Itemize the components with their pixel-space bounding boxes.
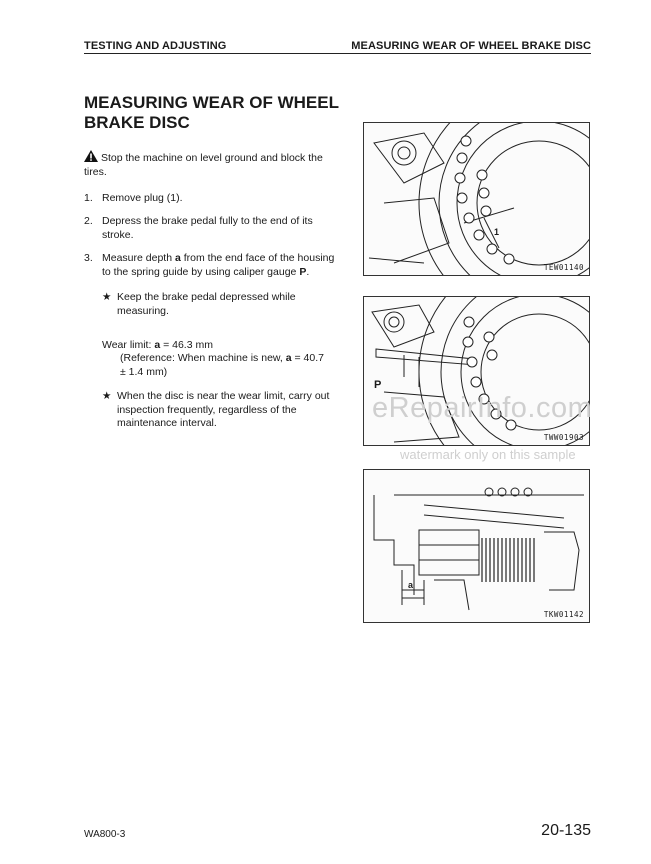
note-inspection xyxy=(102,390,342,431)
figure-brake-plug xyxy=(363,122,590,276)
watermark-subtext: watermark only on this sample xyxy=(400,447,576,462)
figure-drawing xyxy=(364,123,589,275)
wear-reference: (Reference: When machine is new, a = 40.7 ± 1.4 mm) xyxy=(120,352,324,378)
page-title: MEASURING WEAR OF WHEEL BRAKE DISC xyxy=(84,93,339,132)
figure-label: P xyxy=(374,379,382,391)
step-number: 1. xyxy=(84,192,93,204)
step-number: 2. xyxy=(84,215,93,227)
header-rule xyxy=(84,53,591,54)
warning-triangle-icon xyxy=(84,150,98,162)
step-1 xyxy=(84,192,344,206)
note-text: Keep the brake pedal depressed while measuring. xyxy=(117,291,296,317)
figure-code: TKW01142 xyxy=(543,610,584,619)
step-2 xyxy=(84,215,344,242)
note-text: When the disc is near the wear limit, carry out inspection frequently, regardless of the maintenance interval. xyxy=(117,390,330,429)
footer-page-number: 20-135 xyxy=(541,822,591,839)
step-3 xyxy=(84,252,344,279)
wear-limit: Wear limit: a = 46.3 mm xyxy=(102,339,213,351)
star-icon: ★ xyxy=(102,390,112,402)
figure-cross-section xyxy=(363,469,590,623)
watermark-text: eRepairInfo.com xyxy=(372,392,593,424)
star-icon: ★ xyxy=(102,291,112,303)
running-header-section: TESTING AND ADJUSTING xyxy=(84,40,227,52)
figure-label: a xyxy=(408,580,414,590)
step-text: Remove plug (1). xyxy=(102,192,183,204)
figure-label: 1 xyxy=(494,227,500,237)
figure-code: TEW01140 xyxy=(543,263,584,272)
warning-block xyxy=(84,150,344,179)
footer-model: WA800-3 xyxy=(84,829,126,840)
warning-text: Stop the machine on level ground and block the tires. xyxy=(84,152,323,178)
step-number: 3. xyxy=(84,252,93,264)
note-keep-pedal xyxy=(102,291,342,318)
step-text: Depress the brake pedal fully to the end of its stroke. xyxy=(102,215,313,241)
step-text: Measure depth a from the end face of the housing to the spring guide by using caliper gauge P. xyxy=(102,252,335,278)
figure-drawing xyxy=(364,470,589,622)
figure-code: TWW01903 xyxy=(543,433,584,442)
running-header-title: MEASURING WEAR OF WHEEL BRAKE DISC xyxy=(351,40,591,52)
